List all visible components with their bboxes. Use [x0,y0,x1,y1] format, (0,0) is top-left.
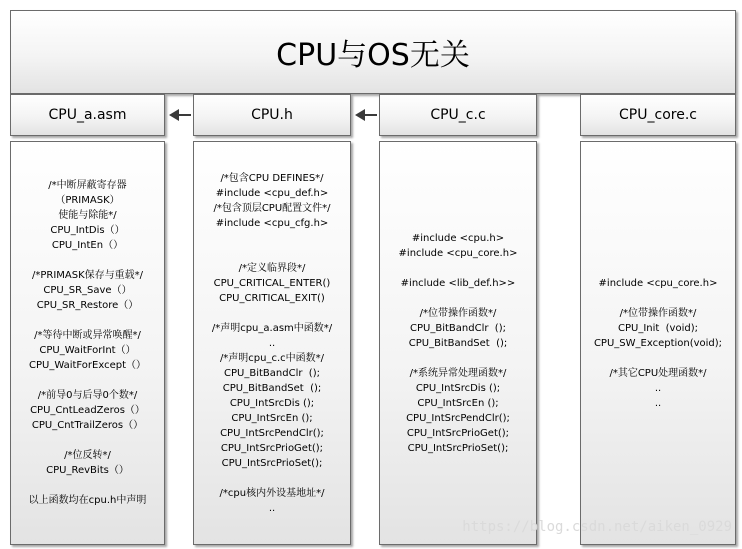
code-line: .. [654,382,662,394]
diagram-title: CPU与OS无关 [276,38,470,73]
code-line: CPU_IntSrcPendClr(); [220,427,324,439]
code-line: CPU_BitBandClr (); [410,322,506,334]
header-cpu-c-c [379,94,537,136]
code-line: /*包含顶层CPU配置文件*/ [213,202,331,214]
column-lines [212,171,332,516]
code-line: CPU_RevBits（） [46,465,129,476]
watermark: https://blog.csdn.net/aiken_0929 [462,519,732,535]
code-line: .. [268,502,276,514]
code-line: /*位带操作函数*/ [419,307,497,319]
code-line: #include <cpu_cfg.h> [215,217,329,229]
header-label: CPU.h [251,107,293,123]
code-line: CPU_IntSrcPrioGet(); [220,442,324,454]
code-line: #include <cpu_core.h> [398,247,518,259]
column-cpu-c-c [379,141,537,545]
code-line: CPU_CntTrailZeros（） [31,420,144,431]
column-cpu-h [193,141,351,545]
code-line: #include <cpu_def.h> [215,187,329,199]
code-line: /*定义临界段*/ [238,262,306,274]
code-line: CPU_IntSrcPrioSet(); [221,457,323,469]
code-line: /*位反转*/ [64,450,111,461]
column-lines [29,178,147,508]
code-line: CPU_Init (void); [617,322,698,334]
code-line: CPU_WaitForExcept（） [28,360,146,371]
column-cpu-core-c [580,141,736,545]
code-line: CPU_WaitForInt（） [39,345,136,356]
header-cpu-a-asm [10,94,165,136]
code-line: CPU_IntSrcDis (); [415,382,501,394]
column-lines [399,231,518,456]
title-box [10,10,736,94]
code-line: /*前导0与后导0个数*/ [37,390,138,401]
code-line: CPU_IntSrcPrioGet(); [406,427,510,439]
code-line: /*系统异常处理函数*/ [409,367,507,379]
code-line: /*包含CPU DEFINES*/ [220,172,324,184]
code-line: CPU_IntSrcEn (); [417,397,499,409]
code-line: CPU_CRITICAL_ENTER() [213,277,331,289]
header-cpu-core-c [580,94,736,136]
code-line: .. [268,337,276,349]
code-line: （PRIMASK） [55,195,120,206]
header-label: CPU_core.c [619,107,697,123]
code-line: CPU_CntLeadZeros（） [30,405,145,416]
code-line: CPU_IntDis（） [50,225,125,236]
code-line: CPU_SW_Exception(void); [593,337,723,349]
code-line: /*声明cpu_a.asm中函数*/ [211,322,333,334]
column-lines [594,276,722,411]
arrow-left-icon [169,108,191,122]
arrow-left-icon [355,108,377,122]
code-line: CPU_BitBandClr (); [224,367,320,379]
column-cpu-a-asm [10,141,165,545]
code-line: #include <cpu.h> [411,232,505,244]
code-line: CPU_IntSrcEn (); [231,412,313,424]
code-line: /*中断屏蔽寄存器 [48,180,127,191]
code-line: CPU_CRITICAL_EXIT() [219,292,325,304]
code-line: /*等待中断或异常唤醒*/ [34,330,141,341]
code-line: CPU_IntSrcPendClr(); [406,412,510,424]
code-line: /*声明cpu_c.c中函数*/ [219,352,325,364]
code-line: .. [654,397,662,409]
code-line: 以上函数均在cpu.h中声明 [28,495,147,506]
header-label: CPU_a.asm [48,107,127,123]
code-line: /*PRIMASK保存与重载*/ [31,270,144,281]
code-line: #include <cpu_core.h> [598,277,718,289]
code-line: 使能与除能*/ [58,210,117,221]
code-line: CPU_IntEn（） [51,240,124,251]
code-line: CPU_BitBandSet (); [222,382,322,394]
header-label: CPU_c.c [430,107,486,123]
header-cpu-h [193,94,351,136]
code-line: /*位带操作函数*/ [619,307,697,319]
code-line: CPU_SR_Save（） [43,285,132,296]
code-line: /*其它CPU处理函数*/ [609,367,707,379]
code-line: /*cpu核内外设基地址*/ [219,487,325,499]
code-line: CPU_IntSrcPrioSet(); [407,442,509,454]
code-line: CPU_BitBandSet (); [408,337,508,349]
code-line: CPU_IntSrcDis (); [229,397,315,409]
code-line: CPU_SR_Restore（） [36,300,139,311]
code-line: #include <lib_def.h>> [400,277,516,289]
